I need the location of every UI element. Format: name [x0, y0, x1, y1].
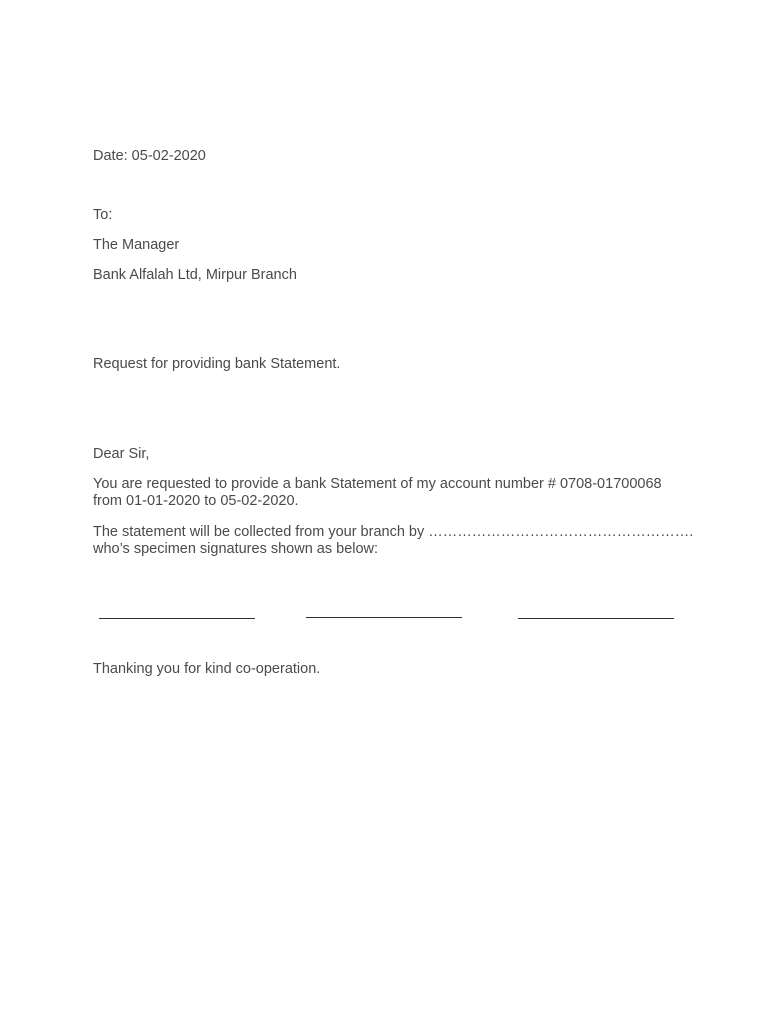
salutation: Dear Sir, — [93, 446, 150, 462]
request-line-1: You are requested to provide a bank Statement of my account number # 0708-01700068 — [93, 476, 662, 492]
closing-line: Thanking you for kind co-operation. — [93, 661, 321, 677]
collector-blank: ………………………………………………. — [428, 524, 694, 540]
recipient-bank: Bank Alfalah Ltd, Mirpur Branch — [93, 267, 297, 283]
signature-line-3 — [518, 618, 674, 619]
letter-date: Date: 05-02-2020 — [93, 148, 206, 164]
recipient-title: The Manager — [93, 237, 180, 253]
collection-text: The statement will be collected from your branch by — [93, 524, 429, 540]
collection-line-2: who’s specimen signatures shown as below: — [93, 541, 379, 557]
signature-line-2 — [306, 617, 462, 618]
signature-line-1 — [99, 618, 255, 619]
request-line-2: from 01-01-2020 to 05-02-2020. — [93, 493, 299, 509]
request-paragraph — [93, 476, 683, 510]
collection-paragraph — [93, 524, 694, 558]
to-label: To: — [93, 207, 113, 223]
letter-subject: Request for providing bank Statement. — [93, 356, 341, 372]
collection-line-1 — [93, 524, 694, 541]
